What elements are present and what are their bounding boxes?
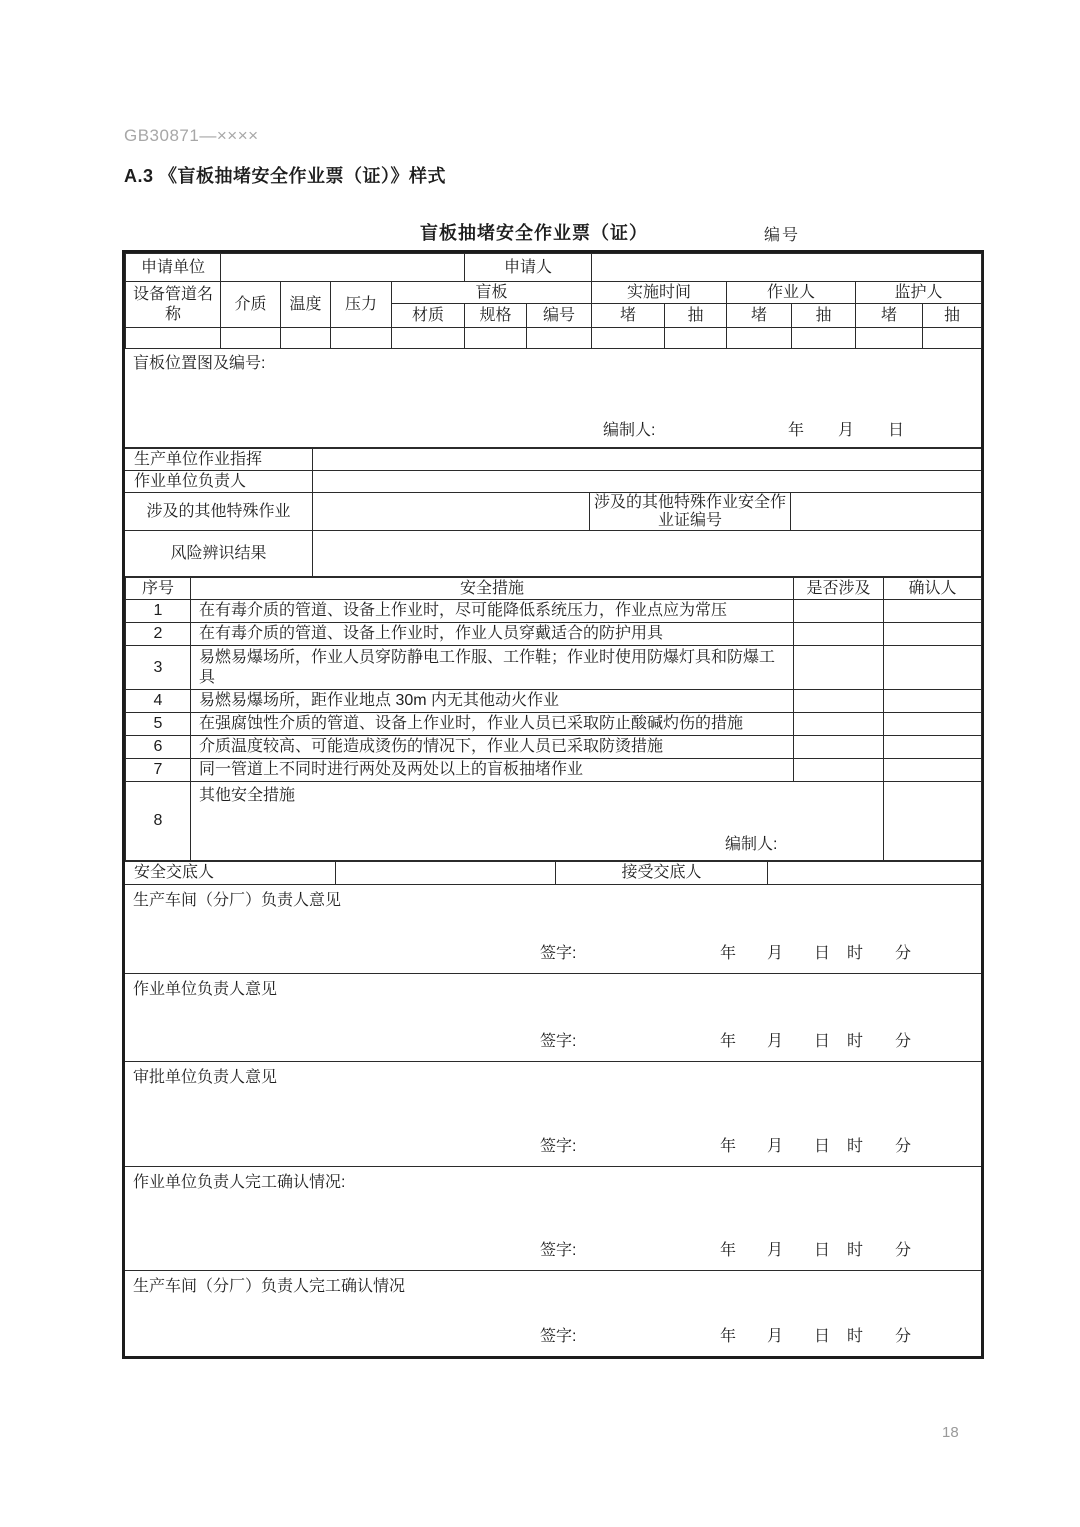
data-cell	[527, 328, 592, 349]
preparer-label: 编制人:	[725, 836, 778, 854]
briefing-row	[125, 860, 981, 885]
temperature-label: 温度	[281, 282, 331, 328]
data-cell	[727, 328, 792, 349]
measure-no: 3	[126, 646, 191, 690]
other-special-work-cert-value-cell	[791, 493, 981, 530]
hour-label: 时	[847, 1328, 864, 1346]
measure-no: 6	[126, 736, 191, 759]
other-special-work-row	[125, 493, 981, 531]
measure-no: 4	[126, 690, 191, 713]
apply-unit-label: 申请单位	[126, 254, 221, 282]
col-header-confirmer: 确认人	[884, 578, 982, 600]
involved-cell	[794, 646, 884, 690]
blind-no-label: 编号	[527, 304, 592, 328]
measure-no: 1	[126, 600, 191, 623]
sign-label: 签字:	[540, 945, 577, 963]
safety-measures-table	[125, 577, 982, 860]
medium-label: 介质	[221, 282, 281, 328]
confirmer-cell	[884, 782, 982, 860]
pressure-label: 压力	[331, 282, 392, 328]
safety-briefer-value-cell	[336, 862, 556, 884]
opinion-block-work-unit-leader	[125, 974, 981, 1062]
data-cell	[792, 328, 856, 349]
month-label: 月	[767, 945, 784, 963]
operator-plug-label: 堵	[727, 304, 792, 328]
risk-identification-value-cell	[313, 531, 981, 576]
completion-block-work-unit-leader	[125, 1167, 981, 1271]
day-label: 日	[814, 1242, 831, 1260]
measure-no: 2	[126, 623, 191, 646]
minute-label: 分	[895, 1138, 912, 1156]
day-label: 日	[814, 1328, 831, 1346]
data-cell	[923, 328, 982, 349]
confirmer-cell	[884, 736, 982, 759]
involved-cell	[794, 690, 884, 713]
sign-label: 签字:	[540, 1033, 577, 1051]
confirmer-cell	[884, 623, 982, 646]
standard-code: GB30871—××××	[124, 126, 259, 145]
confirmer-cell	[884, 646, 982, 690]
impl-time-group-label: 实施时间	[592, 282, 727, 304]
measure-text: 介质温度较高、可能造成烫伤的情况下，作业人员已采取防烫措施	[191, 736, 794, 759]
data-cell	[126, 328, 221, 349]
opinion-block-workshop-leader	[125, 885, 981, 974]
measure-text: 在有毒介质的管道、设备上作业时，作业人员穿戴适合的防护用具	[191, 623, 794, 646]
opinion-label: 作业单位负责人完工确认情况:	[133, 1173, 346, 1191]
minute-label: 分	[895, 1033, 912, 1051]
info-table	[125, 253, 982, 349]
involved-cell	[794, 713, 884, 736]
confirmer-cell	[884, 713, 982, 736]
guardian-group-label: 监护人	[856, 282, 982, 304]
opinion-label: 作业单位负责人意见	[133, 980, 278, 998]
col-header-measure: 安全措施	[191, 578, 794, 600]
hour-label: 时	[847, 1242, 864, 1260]
impl-plug-label: 堵	[592, 304, 665, 328]
col-header-involved: 是否涉及	[794, 578, 884, 600]
data-cell	[665, 328, 727, 349]
col-header-no: 序号	[126, 578, 191, 600]
involved-cell	[794, 600, 884, 623]
involved-cell	[794, 759, 884, 782]
data-cell	[281, 328, 331, 349]
applicant-label: 申请人	[465, 254, 592, 282]
guardian-plug-label: 堵	[856, 304, 923, 328]
production-commander-label: 生产单位作业指挥	[125, 449, 313, 470]
other-measures-cell	[191, 782, 884, 860]
briefing-receiver-value-cell	[768, 862, 981, 884]
work-permit-form	[122, 250, 984, 1359]
work-unit-leader-row	[125, 471, 981, 493]
month-label: 月	[767, 1242, 784, 1260]
confirmer-cell	[884, 759, 982, 782]
measure-no: 8	[126, 782, 191, 860]
year-label: 年	[720, 1033, 737, 1051]
page-number: 18	[942, 1424, 959, 1441]
impl-extract-label: 抽	[665, 304, 727, 328]
minute-label: 分	[895, 1242, 912, 1260]
operator-extract-label: 抽	[792, 304, 856, 328]
involved-cell	[794, 736, 884, 759]
year-label: 年	[788, 421, 805, 439]
opinion-block-approval-leader	[125, 1062, 981, 1167]
apply-unit-value-cell	[221, 254, 465, 282]
day-label: 日	[814, 1138, 831, 1156]
day-label: 日	[814, 945, 831, 963]
measure-text: 在有毒介质的管道、设备上作业时，尽可能降低系统压力，作业点应为常压	[191, 600, 794, 623]
opinion-label: 生产车间（分厂）负责人完工确认情况	[133, 1277, 406, 1295]
sign-label: 签字:	[540, 1242, 577, 1260]
data-cell	[392, 328, 465, 349]
month-label: 月	[767, 1033, 784, 1051]
production-commander-row	[125, 449, 981, 471]
safety-briefer-label: 安全交底人	[125, 862, 336, 884]
other-special-work-value-cell	[313, 493, 590, 530]
operator-group-label: 作业人	[727, 282, 856, 304]
production-commander-value-cell	[313, 449, 981, 470]
work-unit-leader-label: 作业单位负责人	[125, 471, 313, 492]
briefing-receiver-label: 接受交底人	[556, 862, 768, 884]
month-label: 月	[838, 421, 855, 439]
month-label: 月	[767, 1138, 784, 1156]
position-map-cell	[125, 349, 981, 449]
material-label: 材质	[392, 304, 465, 328]
other-special-work-label: 涉及的其他特殊作业	[125, 493, 313, 530]
measure-no: 5	[126, 713, 191, 736]
measure-text: 同一管道上不同时进行两处及两处以上的盲板抽堵作业	[191, 759, 794, 782]
month-label: 月	[767, 1328, 784, 1346]
hour-label: 时	[847, 945, 864, 963]
work-unit-leader-value-cell	[313, 471, 981, 492]
minute-label: 分	[895, 1328, 912, 1346]
risk-identification-label: 风险辨识结果	[125, 531, 313, 576]
blind-plate-group-label: 盲板	[392, 282, 592, 304]
data-cell	[465, 328, 527, 349]
spec-label: 规格	[465, 304, 527, 328]
opinion-label: 生产车间（分厂）负责人意见	[133, 891, 342, 909]
guardian-extract-label: 抽	[923, 304, 982, 328]
position-map-label: 盲板位置图及编号:	[133, 355, 266, 372]
preparer-label: 编制人:	[603, 421, 656, 439]
opinion-label: 审批单位负责人意见	[133, 1068, 278, 1086]
year-label: 年	[720, 1328, 737, 1346]
minute-label: 分	[895, 945, 912, 963]
year-label: 年	[720, 1242, 737, 1260]
confirmer-cell	[884, 600, 982, 623]
sign-label: 签字:	[540, 1138, 577, 1156]
data-cell	[331, 328, 392, 349]
measure-text: 易燃易爆场所，作业人员穿防静电工作服、工作鞋；作业时使用防爆灯具和防爆工具	[191, 646, 794, 690]
device-pipe-name-label: 设备管道名称	[126, 282, 221, 328]
measure-no: 7	[126, 759, 191, 782]
data-cell	[856, 328, 923, 349]
hour-label: 时	[847, 1138, 864, 1156]
completion-block-workshop-leader	[125, 1271, 981, 1356]
day-label: 日	[814, 1033, 831, 1051]
risk-identification-row	[125, 531, 981, 577]
applicant-value-cell	[592, 254, 982, 282]
data-cell	[592, 328, 665, 349]
sign-label: 签字:	[540, 1328, 577, 1346]
day-label: 日	[888, 421, 905, 439]
other-measures-label: 其他安全措施	[199, 787, 296, 804]
year-label: 年	[720, 1138, 737, 1156]
other-special-work-cert-label: 涉及的其他特殊作业安全作业证编号	[590, 493, 791, 530]
measure-text: 易燃易爆场所，距作业地点 30m 内无其他动火作业	[191, 690, 794, 713]
data-cell	[221, 328, 281, 349]
form-title: 盲板抽堵安全作业票（证）	[420, 223, 648, 243]
year-label: 年	[720, 945, 737, 963]
section-heading: A.3 《盲板抽堵安全作业票（证）》样式	[124, 166, 447, 186]
hour-label: 时	[847, 1033, 864, 1051]
measure-text: 在强腐蚀性介质的管道、设备上作业时，作业人员已采取防止酸碱灼伤的措施	[191, 713, 794, 736]
involved-cell	[794, 623, 884, 646]
form-number-label: 编号	[764, 227, 801, 244]
confirmer-cell	[884, 690, 982, 713]
